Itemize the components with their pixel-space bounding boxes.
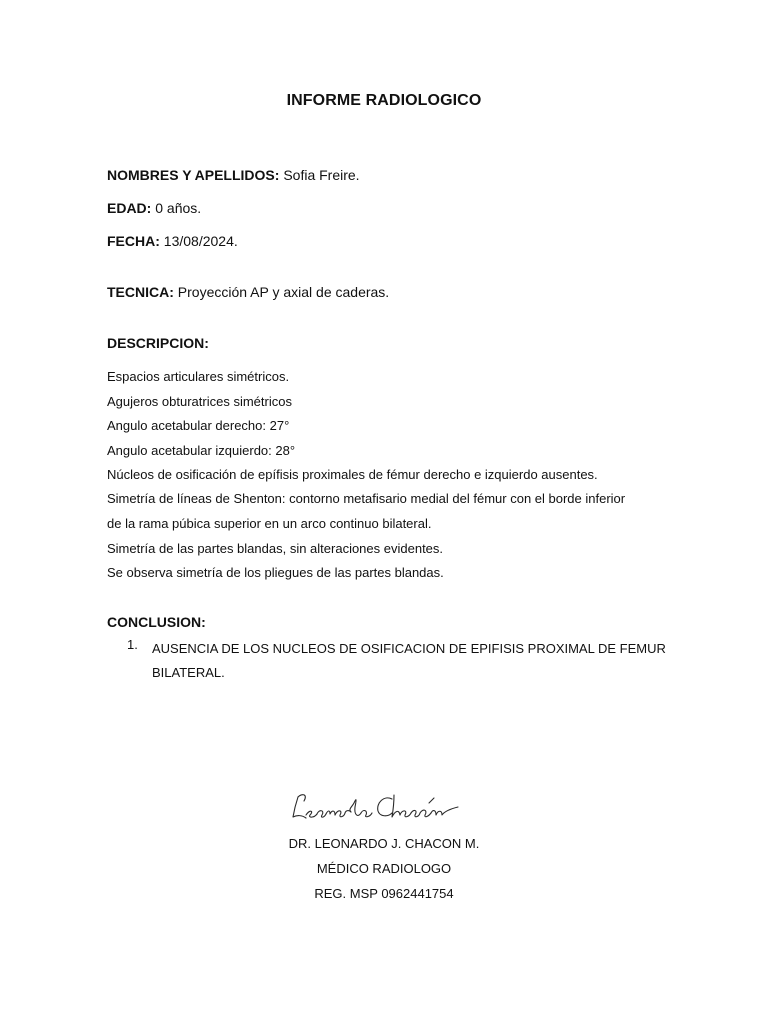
conclusion-item-text: AUSENCIA DE LOS NUCLEOS DE OSIFICACION DE EPIFISIS PROXIMAL DE FEMUR BILATERAL. <box>152 641 666 680</box>
doctor-role: MÉDICO RADIOLOGO <box>316 861 452 876</box>
technique-label: TECNICA: <box>107 284 174 300</box>
description-line: Angulo acetabular izquierdo: 28° <box>107 443 296 458</box>
technique-field <box>107 284 389 300</box>
patient-name-field <box>107 167 360 183</box>
technique-value: Proyección AP y axial de caderas. <box>177 284 390 300</box>
description-line: Simetría de las partes blandas, sin alteraciones evidentes. <box>107 541 444 556</box>
description-heading: DESCRIPCION: <box>107 335 209 351</box>
patient-name-value: Sofia Freire. <box>283 167 360 183</box>
conclusion-item-number: 1. <box>127 637 138 652</box>
report-date-label: FECHA: <box>107 233 160 249</box>
description-line: Simetría de líneas de Shenton: contorno metafisario medial del fémur con el borde inferior <box>107 491 626 506</box>
patient-age-field <box>107 200 201 216</box>
handwritten-signature <box>288 785 468 831</box>
patient-age-label: EDAD: <box>107 200 152 216</box>
description-line: Agujeros obturatrices simétricos <box>107 394 292 409</box>
patient-age-value: 0 años. <box>155 200 202 216</box>
report-date-value: 13/08/2024. <box>163 233 238 249</box>
description-line: Núcleos de osificación de epífisis proximales de fémur derecho e izquierdo ausentes. <box>107 467 598 482</box>
patient-name-label: NOMBRES Y APELLIDOS: <box>107 167 280 183</box>
doctor-name: DR. LEONARDO J. CHACON M. <box>288 836 480 851</box>
conclusion-heading: CONCLUSION: <box>107 614 206 630</box>
doctor-registration: REG. MSP 0962441754 <box>314 886 454 901</box>
description-line: Angulo acetabular derecho: 27° <box>107 418 290 433</box>
description-line: de la rama púbica superior en un arco continuo bilateral. <box>107 516 432 531</box>
description-line: Espacios articulares simétricos. <box>107 369 290 384</box>
report-title: INFORME RADIOLOGICO <box>286 92 482 109</box>
report-date-field <box>107 233 238 249</box>
description-line: Se observa simetría de los pliegues de las partes blandas. <box>107 565 444 580</box>
